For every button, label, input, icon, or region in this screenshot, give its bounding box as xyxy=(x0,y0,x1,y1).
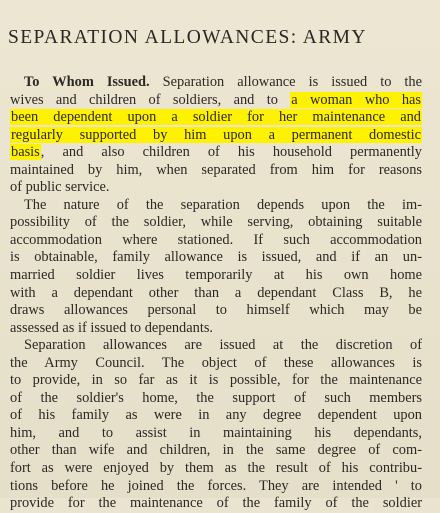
text-line: draws allowances personal to himself which may be xyxy=(10,302,422,319)
paragraph-discretion xyxy=(10,337,422,512)
text-line: Separation allowances are issued at the discretion of xyxy=(24,337,422,354)
text-line: accommodation where stationed. If such accommodation xyxy=(10,231,422,248)
page-title: SEPARATION ALLOWANCES: ARMY xyxy=(8,27,367,48)
text-line: maintained by him, when separated from him for reasons xyxy=(10,161,422,178)
text-line: with a dependant other than a dependant Class B, he xyxy=(10,284,422,301)
section-heading: To Whom Issued. xyxy=(24,74,150,90)
highlighted-text: basis xyxy=(11,144,40,161)
text-line: other than wife and children, in the same degree of com- xyxy=(10,442,422,459)
text-line: the Army Council. The object of these allowances is xyxy=(10,354,422,371)
text-line xyxy=(10,109,422,127)
article-body xyxy=(10,74,422,513)
text-line: fort as were enjoyed by them as the result of his contribu- xyxy=(10,460,422,477)
text-line: To Whom Issued. Separation allowance is issued to the xyxy=(24,74,422,90)
text-line: tions before he joined the forces. They are intended ' to xyxy=(10,477,422,494)
text-line: of public service. xyxy=(10,179,110,196)
text-line: married soldier lives temporarily at his own home xyxy=(10,267,422,284)
text-line: basis, and also children of his household permanently xyxy=(11,144,422,161)
text-line: assessed as if issued to dependants. xyxy=(10,319,214,336)
highlighted-text: a woman who has xyxy=(291,91,422,108)
text-line xyxy=(10,127,422,145)
paragraph-nature-of-separation xyxy=(10,197,422,337)
highlighted-text: been dependent upon a soldier for her maintenance and xyxy=(11,109,421,126)
text-line: of his family as were in any degree dependent upon xyxy=(10,407,422,424)
text-line: The nature of the separation depends upon the im- xyxy=(24,196,422,213)
text-line: is obtainable, family allowance is issued, and if an un- xyxy=(10,249,422,266)
paragraph-to-whom-issued xyxy=(10,74,422,197)
text-line: provide for the maintenance of the family of the soldier xyxy=(10,495,422,512)
text-line: wives and children of soldiers, and to a woman who has xyxy=(10,91,422,108)
text-line: him, and to assist in maintaining his dependants, xyxy=(10,424,422,441)
highlighted-text: regularly supported by him upon a permanent domestic xyxy=(11,126,421,143)
text-line: to provide, in so far as it is possible, for the maintenance xyxy=(10,372,422,389)
text-line: possibility of the soldier, while serving, obtaining suitable xyxy=(10,214,422,231)
text-line: of the soldier's home, the support of such members xyxy=(10,389,422,406)
